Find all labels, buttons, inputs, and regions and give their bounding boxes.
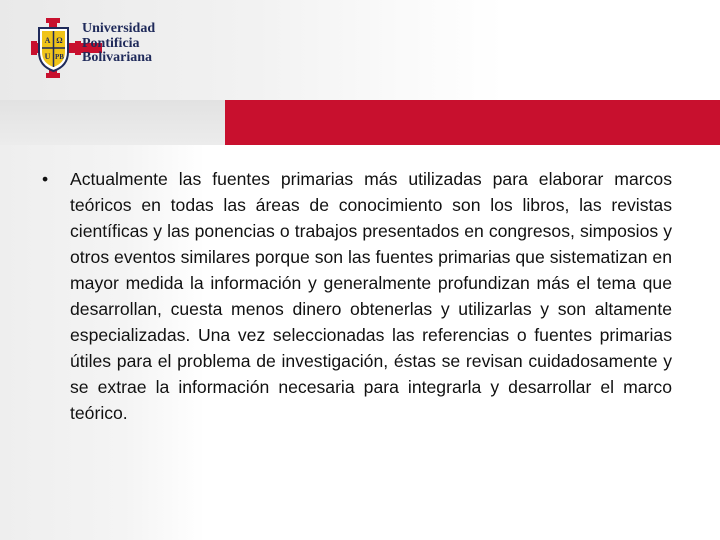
university-name-line-3: Bolivariana: [82, 50, 153, 65]
shield-letter-1: A: [44, 36, 51, 45]
shield-letter-4: PB: [55, 53, 64, 61]
shield-letter-2: Ω: [56, 36, 63, 45]
shield-letter-3: U: [44, 52, 51, 61]
slide-body: [42, 166, 672, 426]
bullet-paragraph: Actualmente las fuentes primarias más utilizadas para elaborar marcos teóricos en todas las áreas de conocimiento son los libros, las revistas científicas y las ponencias o trabajos presentados en congresos, simposios y otros eventos similares porque son las fuentes primarias que sistematizan en mayor medida la información y generalmente profundizan más el tema que desarrollan, cuesta menos dinero obtenerlas y utilizarlas y son altamente especializadas. Una vez seleccionadas las referencias o fuentes primarias útiles para el problema de investigación, éstas se revisan cuidadosamente y se extrae la información necesaria para integrarla y desarrollar el marco teórico.: [70, 169, 672, 423]
university-name-line-2: Pontificia: [82, 35, 140, 51]
header-grey-bar: [0, 100, 225, 145]
university-name: [82, 22, 182, 66]
bullet-marker: •: [42, 169, 49, 189]
header-red-bar: [225, 100, 720, 145]
logo-cross-end-right: [75, 41, 81, 55]
university-name-line-1: Universidad: [82, 21, 156, 36]
logo-cross-end-left: [31, 41, 37, 55]
logo-cross-end-bottom: [46, 73, 60, 78]
logo-cross-end-top: [46, 18, 60, 23]
bullet-item: [42, 166, 672, 426]
